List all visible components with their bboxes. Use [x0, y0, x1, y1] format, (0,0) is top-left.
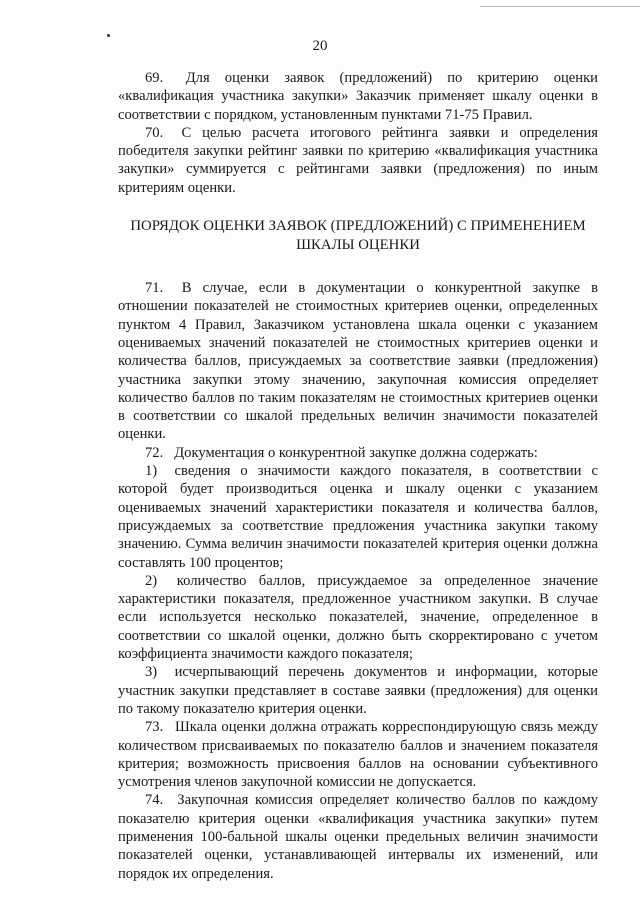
page-number: 20	[312, 38, 328, 54]
paragraph-text: Шкала оценки должна отражать корреспондирующую связь между количеством присваиваемых по показателю баллов и значением показателя критерия; возможность присвоения баллов на основании субъективного усмотрения членов закупочной комиссии не допускается.	[118, 719, 598, 791]
paragraph-text: Документация о конкурентной закупке должна содержать:	[174, 444, 538, 461]
paragraph-69	[118, 69, 598, 124]
paragraph-71	[118, 279, 598, 444]
paragraph-text: Для оценки заявок (предложений) по критерию оценки «квалификация участника закупки» Заказчик применяет шкалу оценки в соответствии с порядком, установленным пунктами 71-75 Правил.	[118, 70, 598, 123]
list-item-number: 3)	[145, 664, 158, 681]
paragraph-number: 73.	[145, 719, 164, 736]
paragraph-text: Закупочная комиссия определяет количество баллов по каждому показателю критерия оценки «квалификация участника закупки» путем применения 100-бальной шкалы оценки предельных величин значимости показателей оценки, устанавливающей интервалы их изменений, или порядок их определения.	[118, 792, 598, 882]
paragraph-74	[118, 791, 598, 882]
paragraph-73	[118, 718, 598, 791]
paragraph-72	[118, 444, 598, 462]
paragraph-number: 74.	[145, 792, 164, 809]
paragraph-number: 71.	[145, 280, 164, 297]
list-item-text: количество баллов, присуждаемое за определенное значение характеристики показателя, предложенное участником закупки. В случае если используется несколько показателей, значение, определенное в соответствии со шкалой оценки, должно быть скорректировано с учетом коэффициента значимости каждого показателя;	[118, 572, 598, 663]
section-heading: ПОРЯДОК ОЦЕНКИ ЗАЯВОК (ПРЕДЛОЖЕНИЙ) С ПРИМЕНЕНИЕМ ШКАЛЫ ОЦЕНКИ	[130, 218, 586, 254]
list-item-2	[118, 572, 598, 663]
scan-edge-line	[480, 6, 640, 7]
paragraph-number: 69.	[145, 70, 164, 86]
document-body	[118, 69, 598, 883]
paragraph-70	[118, 124, 598, 197]
scan-speck	[107, 34, 110, 37]
paragraph-text: В случае, если в документации о конкурентной закупке в отношении показателей не стоимостных критериев оценки, определенных пунктом 4 Правил, Заказчиком установлена шкала оценки с указанием оцениваемых значений показателей не стоимостных критериев оценки и количества баллов, присуждаемых за соответствие заявки (предложения) участника закупки этому значению, закупочная комиссия определяет количество баллов по таким показателям не стоимостных критериев оценки в соответствии со шкалой предельных величин значимости показателей оценки.	[118, 280, 598, 443]
list-item-text: сведения о значимости каждого показателя, в соответствии с которой будет производиться оценка и шкалу оценки с указанием оцениваемых значений характеристики показателя и количества баллов, присуждаемых за соответствие предложения участника закупки такому значению. Сумма величин значимости показателей критерия оценки должна составлять 100 процентов;	[118, 463, 598, 571]
list-item-number: 1)	[145, 463, 158, 480]
list-item-1	[118, 462, 598, 572]
list-item-3	[118, 663, 598, 718]
list-item-number: 2)	[145, 572, 158, 589]
paragraph-number: 70.	[145, 124, 164, 141]
list-item-text: исчерпывающий перечень документов и информации, которые участник закупки представляет в составе заявки (предложения) для оценки по такому показателю критерия оценки.	[118, 664, 598, 717]
paragraph-number: 72.	[145, 444, 164, 461]
paragraph-text: С целью расчета итогового рейтинга заявки и определения победителя закупки рейтинг заявки по критерию «квалификация участника закупки» суммируется с рейтингами заявки (предложения) по иным критериям оценки.	[118, 124, 598, 196]
